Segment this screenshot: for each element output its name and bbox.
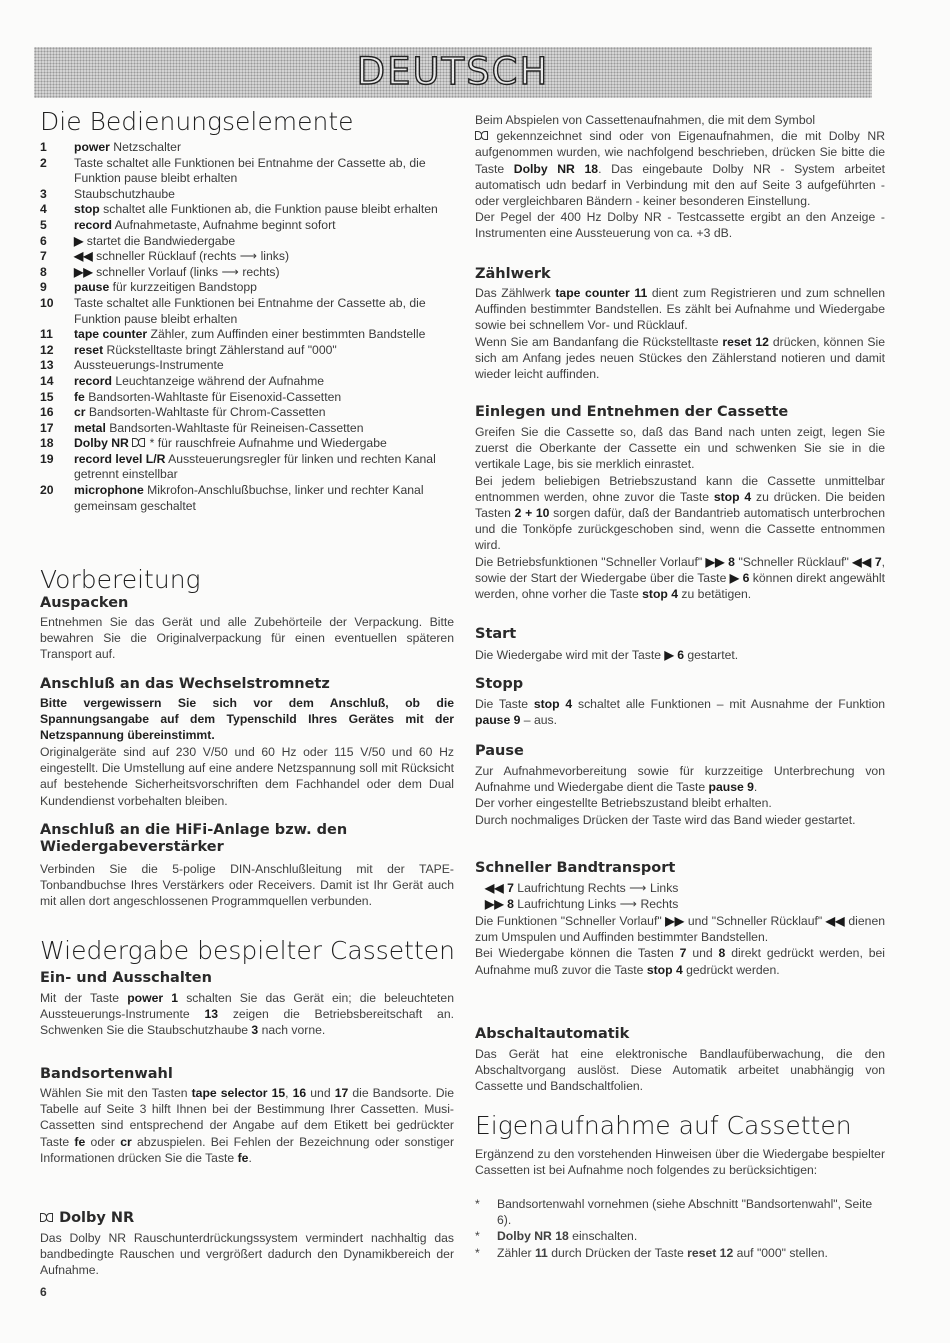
heading-abschaltautomatik: Abschaltautomatik <box>475 1026 630 1042</box>
heading-ein-aus: Ein- und Ausschalten <box>40 970 212 986</box>
control-item <box>40 280 454 296</box>
para-hifi: Verbinden Sie die 5-polige DIN-Anschlußleitung mit der TAPE-Tonbandbuchse Ihres Verstärkers oder Receivers. Damit ist Ihr Gerät auch mit allen dort angeschlossenen Programmquellen verbunden. <box>40 862 454 909</box>
control-item <box>40 390 454 406</box>
control-key: pause <box>74 280 110 295</box>
control-description: Taste schaltet alle Funktionen bei Entnahme der Cassette ab, die Funktion pause bleibt erhalten <box>74 295 426 326</box>
control-description: stop schaltet alle Funktionen ab, die Funktion pause bleibt erhalten <box>74 202 438 217</box>
control-key: microphone <box>74 483 144 498</box>
control-key: power <box>74 140 110 154</box>
para-schneller-funktionen: Die Funktionen "Schneller Vorlauf" ▶▶ und "Schneller Rücklauf" ◀◀ dienen zum Umspulen und Auffinden bestimmter Bandstellen. Bei Wiedergabe können die Tasten 7 und 8 direkt gedrückt werden, bei Aufnahme muß zuvor die Taste stop 4 gedrückt werden. <box>475 914 885 977</box>
page-number: 6 <box>40 1285 47 1299</box>
control-number: 14 <box>40 373 54 388</box>
control-item <box>40 249 454 265</box>
control-key: stop <box>74 202 100 217</box>
control-key: cr <box>74 405 86 420</box>
control-number: 9 <box>40 280 47 295</box>
control-key: ◀◀ <box>74 249 93 264</box>
control-description: Dolby NR * für rauschfreie Aufnahme und Wiedergabe <box>74 436 387 451</box>
language-banner <box>34 47 872 98</box>
eigenaufnahme-bullets <box>475 1196 885 1261</box>
para-netz: Originalgeräte sind auf 230 V/50 und 60 Hz oder 115 V/50 und 60 Hz eingestellt. Die Umstellung auf eine andere Netzspannung soll mit Rücksicht auf bestehende Sicherheitsvorschriften dem Fachhandel oder dem Dual Kundendienst vorbehalten bleiben. <box>40 745 454 808</box>
control-description: record Aufnahmetaste, Aufnahme beginnt sofort <box>74 217 336 232</box>
control-item <box>40 187 454 203</box>
heading-stopp: Stopp <box>475 676 524 692</box>
control-item <box>40 218 454 234</box>
para-ein-aus: Mit der Taste power 1 schalten Sie das Gerät ein; die beleuchteten Aussteuerungs-Instrumente 13 zeigen die Betriebsbereitschaft an. Schwenken Sie die Staubschutzhaube 3 nach vorne. <box>40 991 454 1038</box>
control-description: cr Bandsorten-Wahltaste für Chrom-Cassetten <box>74 405 326 420</box>
control-item <box>40 483 454 514</box>
control-description: record level L/R Aussteuerungsregler für linken und rechten Kanal getrennt einstellbar <box>74 451 436 482</box>
control-item <box>40 265 454 281</box>
control-description: metal Bandsorten-Wahltaste für Reineisen-Cassetten <box>74 420 364 435</box>
heading-auspacken: Auspacken <box>40 595 129 611</box>
para-schneller-bandtransport: ◀◀ 7 Laufrichtung Rechts ⟶ Links ▶▶ 8 Laufrichtung Links ⟶ Rechts <box>485 881 679 912</box>
control-item <box>40 405 454 421</box>
control-number: 15 <box>40 389 54 404</box>
control-number: 8 <box>40 264 47 279</box>
control-number: 6 <box>40 233 47 248</box>
control-number: 12 <box>40 342 54 357</box>
para-pause: Zur Aufnahmevorbereitung sowie für kurzzeitige Unterbrechung von Aufnahme und Wiedergabe dient die Taste pause 9. Der vorher eingestellte Betriebszustand bleibt erhalten. Durch nochmaliges Drücken der Taste wird das Band wieder gestartet. <box>475 764 885 827</box>
control-item <box>40 452 454 483</box>
control-description: power Netzschalter <box>74 140 182 154</box>
controls-list <box>40 140 454 514</box>
dolby-double-d-icon <box>475 131 489 140</box>
heading-hifi: Anschluß an die HiFi-Anlage bzw. den Wiedergabeverstärker <box>40 822 348 855</box>
control-description: Taste schaltet alle Funktionen bei Entnahme der Cassette ab, die Funktion pause bleibt erhalten <box>74 155 426 186</box>
control-item <box>40 140 454 156</box>
heading-netz: Anschluß an das Wechselstromnetz <box>40 676 330 692</box>
control-description: reset Rückstelltaste bringt Zählerstand auf "000" <box>74 342 337 357</box>
para-netz-warning: Bitte vergewissern Sie sich vor dem Anschluß, ob die Spannungsangabe auf dem Typenschild Ihres Gerätes mit der Netzspannung übereinstimmt. <box>40 696 454 743</box>
control-number: 1 <box>40 140 47 154</box>
para-dolby: Das Dolby NR Rauschunterdrückungssystem vermindert nachhaltig das bandbedingte Rauschen und vergrößert dadurch den Dynamikbereich der Aufnahme. <box>40 1231 454 1278</box>
control-description: ◀◀ schneller Rücklauf (rechts ⟶ links) <box>74 249 290 264</box>
section-title-vorbereitung: Vorbereitung <box>40 565 201 594</box>
para-einlegen: Greifen Sie die Cassette so, daß das Band nach unten zeigt, legen Sie zuerst die Oberkante der Cassette ein und schwenken Sie sie in die vertikale Lage, bis sie merklich einrastet. Bei jedem beliebigen Betriebszustand kann die Cassette unmittelbar entnommen werden, ohne zuvor die Taste stop 4 zu drücken. Die beiden Tasten 2 + 10 sorgen dafür, daß der Bandantrieb automatisch unterbrochen und die Tonköpfe zurückgeschoben sind, wenn die Cassette entnommen wird. Die Betriebsfunktionen "Schneller Vorlauf" ▶▶ 8 "Schneller Rücklauf" ◀◀ 7, sowie der Start der Wiedergabe über die Taste ▶ 6 können direkt angewählt werden, ohne vorher die Taste stop 4 zu betätigen. <box>475 425 886 602</box>
control-number: 5 <box>40 217 47 232</box>
control-number: 20 <box>40 483 54 498</box>
control-number: 2 <box>40 155 47 170</box>
control-number: 16 <box>40 405 54 420</box>
control-number: 3 <box>40 186 47 201</box>
control-number: 13 <box>40 358 54 373</box>
control-item <box>40 327 454 343</box>
control-number: 19 <box>40 451 54 466</box>
control-key: metal <box>74 420 106 435</box>
heading-start: Start <box>475 626 517 642</box>
heading-dolby: Dolby NR <box>40 1210 454 1227</box>
control-item <box>40 358 454 374</box>
control-key: ▶ <box>74 233 84 248</box>
control-description: ▶▶ schneller Vorlauf (links ⟶ rechts) <box>74 264 280 279</box>
control-description: Aussteuerungs-Instrumente <box>74 358 224 373</box>
list-item: * Bandsortenwahl vornehmen (siehe Abschnitt "Bandsortenwahl", Seite 6). <box>475 1197 873 1228</box>
control-description: tape counter Zähler, zum Auffinden einer bestimmten Bandstelle <box>74 327 426 342</box>
control-item <box>40 374 454 390</box>
control-key: Dolby NR <box>74 436 129 451</box>
dolby-double-d-icon <box>132 438 146 447</box>
heading-einlegen: Einlegen und Entnehmen der Cassette <box>475 404 789 420</box>
control-number: 10 <box>40 295 54 310</box>
control-description: ▶ startet die Bandwiedergabe <box>74 233 236 248</box>
list-item: * Dolby NR 18 einschalten. <box>475 1229 638 1244</box>
control-key: ▶▶ <box>74 264 93 279</box>
para-zaehlwerk: Das Zählwerk tape counter 11 dient zum Registrieren und zum schnellen Auffinden bestimmter Bandstellen. Es zählt bei Aufnahme und Wiedergabe sowie bei schnellem Vor- und Rücklauf. Wenn Sie am Bandanfang die Rückstelltaste reset 12 drücken, können Sie sich am Anfang jedes neuen Stückes den Zählerstand notieren und damit wieder leicht auffinden. <box>475 286 886 382</box>
control-item <box>40 436 454 452</box>
control-item <box>40 156 454 187</box>
control-key: record <box>74 217 112 232</box>
control-item <box>40 343 454 359</box>
para-start: Die Wiedergabe wird mit der Taste ▶ 6 gestartet. <box>475 648 739 662</box>
control-description: Staubschutzhaube <box>74 186 175 201</box>
para-stopp: Die Taste stop 4 schaltet alle Funktionen – mit Ausnahme der Funktion pause 9 – aus. <box>475 697 885 728</box>
section-title-eigenaufnahme: Eigenaufnahme auf Cassetten <box>475 1111 852 1140</box>
heading-bandsortenwahl: Bandsortenwahl <box>40 1066 173 1082</box>
heading-schneller-bandtransport: Schneller Bandtransport <box>475 860 676 876</box>
control-number: 17 <box>40 420 54 435</box>
control-description: microphone Mikrofon-Anschlußbuchse, linker und rechter Kanal gemeinsam geschaltet <box>74 483 424 513</box>
banner-title: DEUTSCH <box>356 50 550 93</box>
control-key: fe <box>74 389 85 404</box>
para-eigenaufnahme: Ergänzend zu den vorstehenden Hinweisen über die Wiedergabe bespielter Cassetten ist bei Aufnahme noch folgendes zu berücksichtigen: <box>475 1147 885 1178</box>
section-title-bedienung: Die Bedienungselemente <box>40 107 354 136</box>
section-title-wiedergabe: Wiedergabe bespielter Cassetten <box>40 936 455 965</box>
heading-pause: Pause <box>475 743 524 759</box>
control-key: tape counter <box>74 327 148 342</box>
control-key: reset <box>74 342 104 357</box>
control-key: record level L/R <box>74 451 166 466</box>
dolby-double-d-icon <box>40 1213 54 1222</box>
control-number: 4 <box>40 202 47 217</box>
control-key: record <box>74 373 112 388</box>
control-number: 7 <box>40 249 47 264</box>
control-description: pause für kurzzeitigen Bandstopp <box>74 280 257 295</box>
control-item <box>40 234 454 250</box>
para-abschaltautomatik: Das Gerät hat eine elektronische Bandlaufüberwachung, die den Abschaltvorgang auslöst. Diese Automatik arbeitet unabhängig von Cassette und Bandschaltfolien. <box>475 1047 885 1094</box>
control-item <box>40 296 454 327</box>
para-dolby-intro: Beim Abspielen von Cassettenaufnahmen, die mit dem Symbol gekennzeichnet sind oder von Eigenaufnahmen, die mit Dolby NR aufgenommen wurden, wie nachfolgend beschrieben, drücken Sie bitte die Taste Dolby NR 18. Das eingebaute Dolby NR - System arbeitet automatisch udn bedarf in Verbindung mit den auf Seite 3 aufgeführten - oder vergleichbaren Bändern - keiner besonderen Einstellung. Der Pegel der 400 Hz Dolby NR - Testcassette ergibt an den Anzeige - Instrumenten eine Aussteuerung von ca. +3 dB. <box>475 113 885 241</box>
control-item <box>40 421 454 437</box>
list-item: * Zähler 11 durch Drücken der Taste reset 12 auf "000" stellen. <box>475 1245 828 1260</box>
para-auspacken: Entnehmen Sie das Gerät und alle Zubehörteile der Verpackung. Bitte bewahren Sie die Originalverpackung für einen eventuellen späteren Transport auf. <box>40 615 454 662</box>
control-number: 18 <box>40 436 54 451</box>
para-bandsortenwahl: Wählen Sie mit den Tasten tape selector 15, 16 und 17 die Bandsorte. Die Tabelle auf Seite 3 hilft Ihnen bei der Bestimmung Ihrer Cassetten. Musi-Cassetten sind entsprechend der Angabe auf dem Etikett bei gedrückter Taste fe oder cr abzuspielen. Bei Fehlen der Bezeichnung oder sonstiger Informationen drücken Sie die Taste fe. <box>40 1086 455 1165</box>
control-description: fe Bandsorten-Wahltaste für Eisenoxid-Cassetten <box>74 389 342 404</box>
control-number: 11 <box>40 327 53 342</box>
control-item <box>40 202 454 218</box>
heading-zaehlwerk: Zählwerk <box>475 266 551 282</box>
control-description: record Leuchtanzeige während der Aufnahme <box>74 373 325 388</box>
